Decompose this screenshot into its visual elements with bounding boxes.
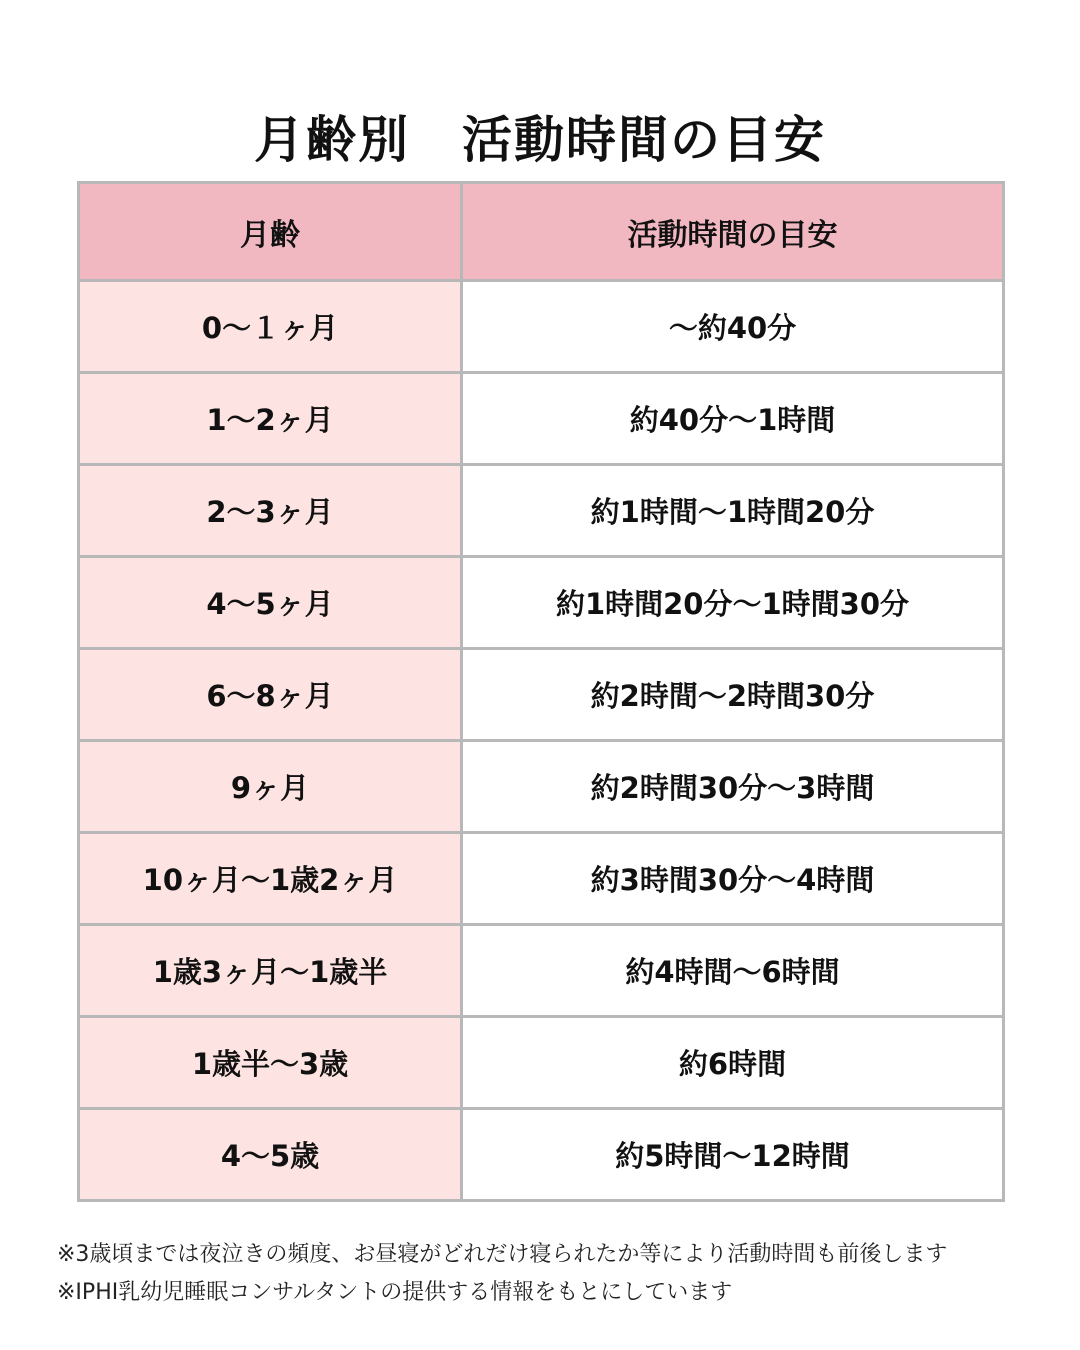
age-cell: 4～5ヶ月 (79, 557, 462, 649)
activity-time-cell: 約6時間 (462, 1017, 1004, 1109)
age-cell: 1～2ヶ月 (79, 373, 462, 465)
column-header-activity-time: 活動時間の目安 (462, 183, 1004, 281)
activity-time-cell: 約5時間～12時間 (462, 1109, 1004, 1201)
column-header-age: 月齢 (79, 183, 462, 281)
table-row (79, 1109, 1004, 1201)
table-row (79, 1017, 1004, 1109)
age-cell: 2～3ヶ月 (79, 465, 462, 557)
age-cell: 6～8ヶ月 (79, 649, 462, 741)
table-row (79, 465, 1004, 557)
footnotes (57, 1236, 1057, 1312)
age-cell: 1歳半～3歳 (79, 1017, 462, 1109)
age-cell: 1歳3ヶ月～1歳半 (79, 925, 462, 1017)
age-cell: 10ヶ月～1歳2ヶ月 (79, 833, 462, 925)
activity-time-cell: 約1時間20分～1時間30分 (462, 557, 1004, 649)
table-row (79, 373, 1004, 465)
activity-time-table (77, 181, 1005, 1202)
activity-time-cell: 約40分～1時間 (462, 373, 1004, 465)
age-cell: 4～5歳 (79, 1109, 462, 1201)
activity-time-cell: 約4時間～6時間 (462, 925, 1004, 1017)
table-row (79, 281, 1004, 373)
activity-time-cell: 約3時間30分～4時間 (462, 833, 1004, 925)
table-row (79, 833, 1004, 925)
age-cell: 0～１ヶ月 (79, 281, 462, 373)
table-row (79, 925, 1004, 1017)
footnote: ※3歳頃までは夜泣きの頻度、お昼寝がどれだけ寝られたか等により活動時間も前後します (57, 1242, 948, 1267)
activity-time-cell: ～約40分 (462, 281, 1004, 373)
age-cell: 9ヶ月 (79, 741, 462, 833)
activity-time-cell: 約2時間30分～3時間 (462, 741, 1004, 833)
table-row (79, 649, 1004, 741)
footnote: ※IPHI乳幼児睡眠コンサルタントの提供する情報をもとにしています (57, 1280, 733, 1305)
page-title: 月齢別 活動時間の目安 (254, 110, 826, 169)
table-row (79, 557, 1004, 649)
activity-time-cell: 約2時間～2時間30分 (462, 649, 1004, 741)
table-header-row (79, 183, 1004, 281)
table-row (79, 741, 1004, 833)
activity-time-cell: 約1時間～1時間20分 (462, 465, 1004, 557)
